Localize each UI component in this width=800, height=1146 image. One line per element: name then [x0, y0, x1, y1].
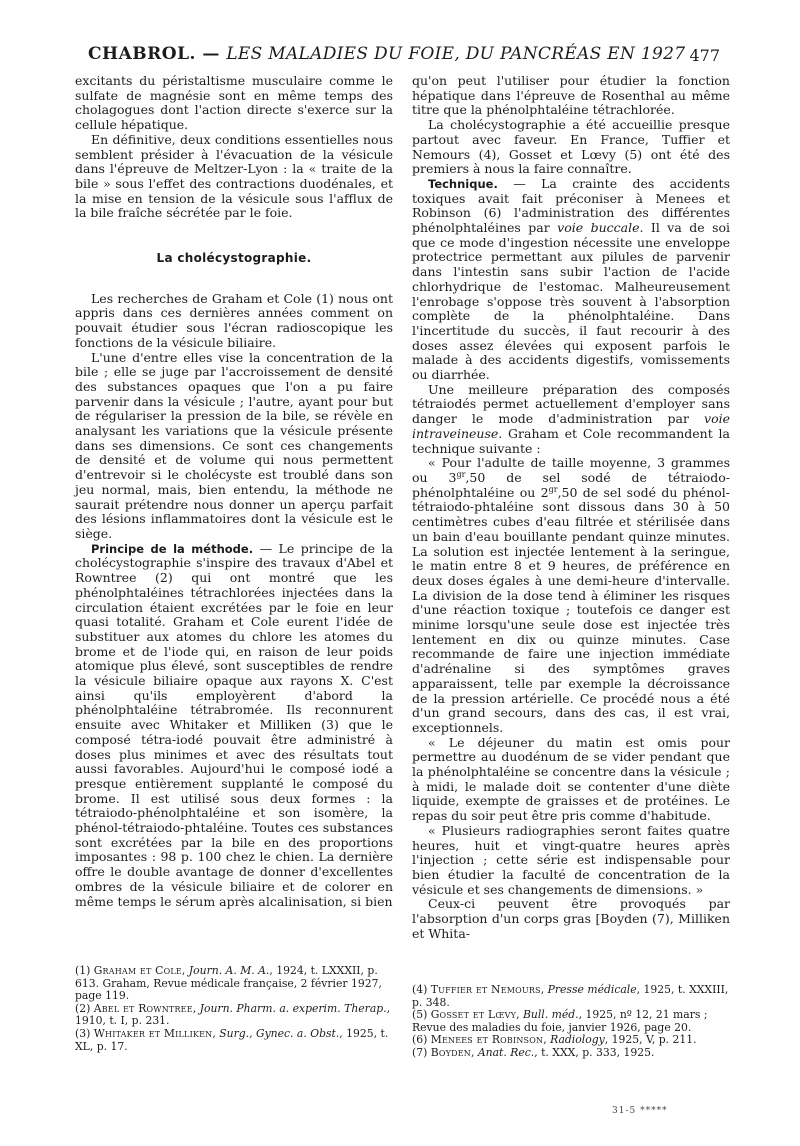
right-paragraph-5-c: ,50 de sel sodé du phénol-tétraiodo-phtaléine sont dissous dans 30 à 50 centimètres cubes d'eau filtrée et stérilisée dans un bain d'eau bouillante pendant quinze minutes. La solution est injectée lentement à la seringue, le matin entre 8 et 9 heures, de préférence en deux doses égales à une demi-heure d'intervalle. La division de la dose tend à éliminer les risques d'une réaction toxique ; toutefois ce danger est minime lorsqu'une seule dose est injectée très lentement en dix ou quinze minutes. Case recommande de faire une injection immédiate d'adrénaline si des symptômes graves apparaissent, telle par exemple la décroissance de la pression artérielle. Ce procédé nous a été d'un grand secours, dans des cas, il est vrai, exceptionnels. [412, 484, 730, 735]
header-title [88, 44, 685, 64]
footnote-rest: , 1924, t. LXXXII, p. 613. Graham, Revue médicale française, 2 février 1927, page 119. [75, 964, 382, 1003]
header-dash: — [195, 44, 227, 64]
section-title: La cholécystographie. [156, 251, 312, 266]
running-header [88, 44, 720, 74]
footnote [412, 984, 730, 1009]
right-paragraph-4-italic: voie intraveineuse [412, 411, 730, 441]
right-paragraph-8: Ceux-ci peuvent être provoqués par l'absorption d'un corps gras [Boyden (7), Milliken et Whita- [412, 896, 730, 941]
footnote-journal: Radiology [550, 1033, 605, 1047]
footnote-separator: , [192, 1001, 200, 1015]
footnotes-right [412, 984, 730, 1060]
footnote [75, 965, 393, 1003]
right-paragraph-3-a: — La crainte des accidents toxiques avait fait préconiser à Menees et Robinson (6) l'administration des différentes phénolphtaléines par [412, 175, 730, 236]
footnote-number: (1) [75, 964, 94, 977]
footnote-number: (5) [412, 1008, 431, 1022]
printer-signature-mark: 31-5 ***** [612, 1106, 668, 1116]
footnote-separator: , [516, 1008, 523, 1022]
footnote-number: (7) [412, 1045, 431, 1059]
footnote-rest: , 1910, t. I, p. 231. [75, 1001, 391, 1028]
right-paragraph-6: « Le déjeuner du matin est omis pour permettre au duodénum de se vider pendant que la phénolphtaléine se concentre dans la vésicule ; à midi, le malade doit se contenter d'une diète liquide, exempte de graisses et de protéines. Le repas du soir peut être pris comme d'habitude. [412, 734, 730, 824]
unit-gr-2: gr [548, 484, 558, 494]
footnote-authors: Tuffier et Nemours [430, 983, 541, 996]
footnote-rest: , 1925, t. XL, p. 17. [75, 1026, 389, 1053]
left-paragraph-2: En définitive, deux conditions essentielles nous semblent présider à l'évacuation de la vésicule dans l'épreuve de Meltzer-Lyon : la « traite de la bile » sous l'effet des contractions duodénales, et la mise en tension de la vésicule sous l'afflux de la bile fraîche sécrétée par le foie. [75, 131, 393, 221]
footnote-journal: Bull. méd. [522, 1008, 579, 1022]
footnote-number: (2) [75, 1001, 94, 1015]
footnote-journal: Journ. Pharm. a. experim. Therap. [199, 1001, 387, 1015]
unit-gr-1: gr [456, 469, 466, 479]
footnote-separator: , [540, 983, 548, 996]
right-paragraph-3-b: . Il va de soi que ce mode d'ingestion nécessite une enveloppe protectrice permettant aux pilules de parvenir dans l'intestin sans subir l'action de l'acide chlorhydrique de l'estomac. Malheureusement l'enrobage s'oppose très souvent à l'absorption complète de la phénolphtaléine. Dans l'incertitude du succès, il faut recourir à des doses assez élevées qui exposent parfois le malade à des accidents digestifs, vomissements ou diarrhée. [412, 220, 731, 383]
right-paragraph-3 [412, 177, 730, 383]
footnote-authors: Gosset et Lœvy [430, 1008, 517, 1022]
page-number: 477 [689, 46, 720, 65]
right-paragraph-5-b: ,50 de sel sodé de tétraiodo-phénolphtaléine ou 2 [412, 469, 730, 500]
right-paragraph-2: La cholécystographie a été accueillie presque partout avec faveur. En France, Tuffier et Nemours (4), Gosset et Lœvy (5) ont été des premiers à nous la faire connaître. [412, 117, 730, 177]
left-paragraph-3: Les recherches de Graham et Cole (1) nous ont appris dans ces dernières années comment on pouvait étudier sous l'écran radioscopique les fonctions de la vésicule biliaire. [75, 290, 393, 350]
footnote-separator: , [181, 964, 189, 977]
left-paragraph-1: excitants du péristaltisme musculaire comme le sulfate de magnésie sont en même temps des cholagogues dont l'action directe s'exerce sur la cellule hépatique. [75, 73, 393, 133]
footnote-separator: , [212, 1026, 220, 1040]
footnote [412, 1009, 730, 1034]
footnote-rest: , t. XXX, p. 333, 1925. [534, 1045, 655, 1059]
footnote-separator: , [470, 1045, 478, 1059]
footnote-rest: , 1925, t. XXXIII, p. 348. [412, 983, 729, 1009]
right-paragraph-5-a: « Pour l'adulte de taille moyenne, 3 grammes ou 3 [412, 455, 730, 485]
footnote [75, 1003, 393, 1028]
right-paragraph-1: qu'on peut l'utiliser pour étudier la fonction hépatique dans l'épreuve de Rosenthal au même titre que la phénolphtaléine tétrachlorée. [412, 73, 730, 118]
left-column [75, 74, 393, 909]
footnote-number: (3) [75, 1026, 94, 1040]
right-column [412, 74, 730, 941]
footnote-authors: Boyden [430, 1045, 471, 1059]
footnote-number: (4) [412, 983, 431, 996]
footnote-journal: Journ. A. M. A. [188, 964, 270, 977]
footnote-separator: , [543, 1033, 551, 1047]
header-book-title: LES MALADIES DU FOIE, DU PANCRÉAS EN 1927 [226, 44, 686, 64]
footnote-authors: Whitaker et Milliken [93, 1026, 213, 1040]
footnote-authors: Menees et Robinson [430, 1033, 544, 1047]
right-paragraph-5 [412, 456, 730, 735]
header-author: CHABROL. [88, 44, 196, 64]
subheading-technique: Technique. [428, 176, 498, 191]
left-paragraph-4: L'une d'entre elles vise la concentration de la bile ; elle se juge par l'accroissement de densité des substances opaques que l'on a pu faire parvenir dans la vésicule ; l'autre, ayant pour but de régulariser la pression de la bile, se révèle en analysant les variations que la vésicule présente dans ses dimensions. Ce sont ces changements de densité et de volume qui nous permettent d'entrevoir si le cholécyste est troublé dans son jeu normal, mais, bien entendu, la méthode ne saurait prétendre nous donner un aperçu parfait des lésions inflammatoires dont la vésicule est le siège. [75, 349, 393, 541]
footnote-authors: Abel et Rowntree [93, 1001, 193, 1015]
right-paragraph-4-a: Une meilleure préparation des composés tétraiodés permet actuellement d'employer sans danger le mode d'administration par [412, 381, 730, 427]
footnote-journal: Presse médicale [547, 983, 637, 996]
footnote-rest: , 1925, nº 12, 21 mars ; Revue des maladies du foie, janvier 1926, page 20. [412, 1008, 708, 1034]
footnote-journal: Surg., Gynec. a. Obst. [219, 1026, 340, 1040]
footnote-rest: , 1925, V, p. 211. [604, 1033, 697, 1047]
footnote [75, 1028, 393, 1053]
right-paragraph-3-italic: voie buccale [557, 220, 640, 236]
footnotes-left [75, 965, 393, 1053]
left-paragraph-5-text: — Le principe de la cholécystographie s'inspire des travaux d'Abel et Rowntree (2) qui ont montré que les phénolphtaléines tétrachlorées injectées dans la circulation étaient excrétées par le foie en leur quasi totalité. Graham et Cole eurent l'idée de substituer aux atomes du chlore les atomes du brome et de l'iode qui, en raison de leur poids atomique plus élevé, sont susceptibles de rendre la vésicule biliaire opaque aux rayons X. C'est ainsi qu'ils employèrent d'abord la phénolphtaléine tétrabromée. Ils reconnurent ensuite avec Whitaker et Milliken (3) que le composé tétra-iodé pouvait être administré à doses plus minimes et avec des résultats tout aussi favorables. Aujourd'hui le composé iodé a presque entièrement supplanté le composé du brome. Il est utilisé sous deux formes : la tétraiodo-phénolphtaléine et son isomère, la phénol-tétraiodo-phtaléine. Toutes ces substances sont excrétées par la bile en des proportions imposantes : 98 p. 100 chez le chien. La dernière offre le double avantage de donner d'excellentes ombres de la vésicule biliaire et de colorer en même temps le sérum après alcalinisation, si bien [75, 540, 393, 909]
right-paragraph-7: « Plusieurs radiographies seront faites quatre heures, huit et vingt-quatre heures après l'injection ; cette série est indispensable pour bien étudier la faculté de concentration de la vésicule et ses changements de dimensions. » [412, 822, 730, 897]
footnote [412, 1047, 730, 1060]
right-paragraph-4-b: . Graham et Cole recommandent la technique suivante : [412, 425, 730, 456]
left-paragraph-5 [75, 542, 393, 910]
subheading-principe: Principe de la méthode. [91, 541, 254, 556]
footnote-authors: Graham et Cole [93, 964, 182, 977]
right-paragraph-4 [412, 383, 730, 457]
footnote-journal: Anat. Rec. [477, 1045, 535, 1059]
footnote-number: (6) [412, 1033, 431, 1047]
